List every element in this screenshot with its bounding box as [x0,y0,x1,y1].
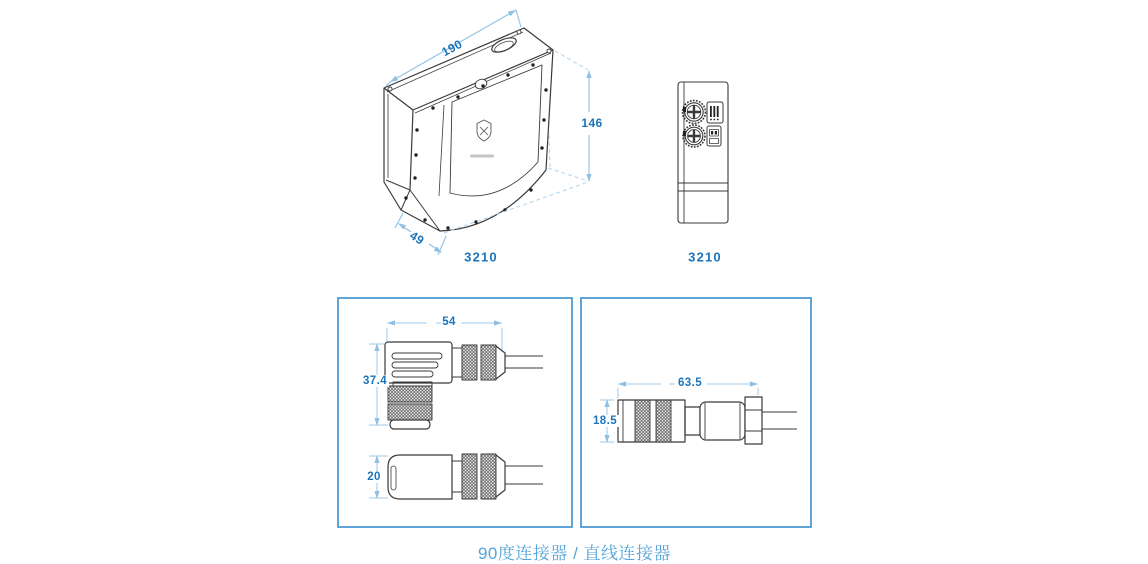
dimension-18-5-label: 18.5 [593,415,617,427]
panel-border-left [338,298,572,527]
front-view-model-label: 3210 [464,249,498,265]
connector-straight-panel [581,298,811,527]
brand-wordmark [470,155,494,158]
dimension-146-label: 146 [581,116,603,130]
connector-90deg-panel [338,298,572,527]
side-view-model-label: 3210 [688,249,722,265]
dimension-63-5-label: 63.5 [678,377,702,389]
bottom-caption: 90度连接器 / 直线连接器 [477,544,672,563]
dimension-54-label: 54 [442,316,456,328]
scanner-isometric-drawing [384,28,553,231]
dimension-20-label: 20 [367,471,381,483]
scanner-side-view-drawing [678,82,728,223]
dimension-190-label: 190 [439,36,465,60]
dimension-49-label: 49 [407,228,427,248]
dimension-37-4-label: 37.4 [363,375,387,387]
